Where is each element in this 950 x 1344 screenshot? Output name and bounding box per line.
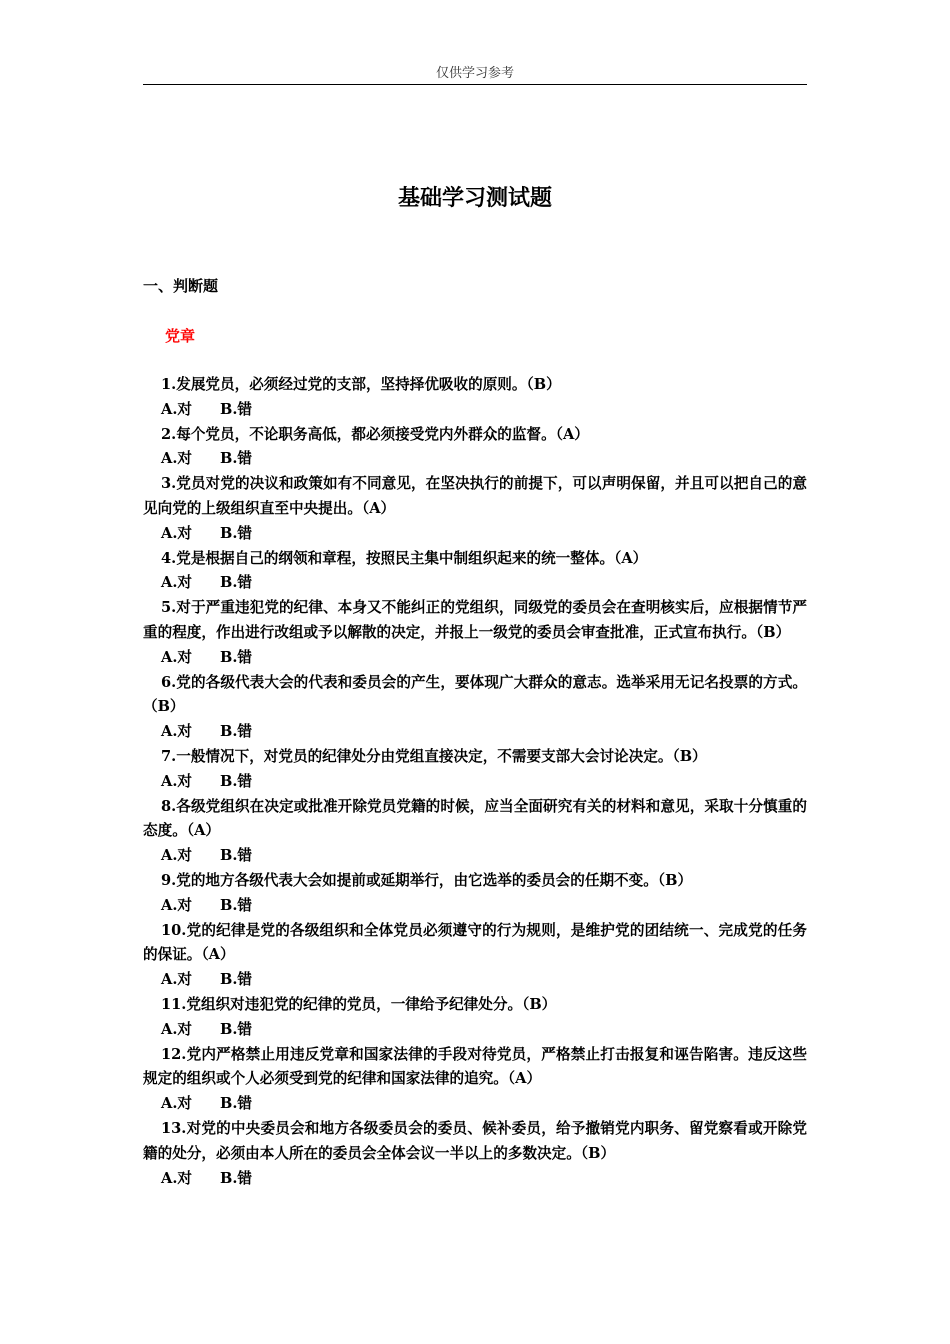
- option-b: B.错: [220, 524, 253, 542]
- option-b: B.错: [220, 971, 253, 989]
- answer-options: [143, 571, 807, 596]
- question-item: [143, 869, 807, 919]
- option-a: A.对: [161, 1095, 192, 1113]
- question-text: 4.党是根据自己的纲领和章程，按照民主集中制组织起来的统一整体。（A）: [161, 549, 648, 567]
- question-text: 13.对党的中央委员会和地方各级委员会的委员、候补委员，给予撤销党内职务、留党察看或开除党籍的处分，必须由本人所在的委员会全体会议一半以上的多数决定。（B）: [143, 1119, 807, 1162]
- subsection-heading: 党章: [165, 327, 196, 345]
- question-text: 9.党的地方各级代表大会如提前或延期举行，由它选举的委员会的任期不变。（B）: [161, 871, 693, 889]
- answer-options: [143, 1092, 807, 1117]
- question-text: 5.对于严重违犯党的纪律、本身又不能纠正的党组织，同级党的委员会在查明核实后，应根据情节严重的程度，作出进行改组或予以解散的决定，并报上一级党的委员会审查批准，正式宣布执行。（B）: [143, 599, 807, 641]
- question-item: [143, 472, 807, 546]
- answer-options: [143, 1018, 807, 1043]
- question-item: [143, 745, 807, 795]
- answer-options: [143, 894, 807, 919]
- option-b: B.错: [220, 450, 253, 468]
- header-text: 仅供学习参考: [435, 66, 514, 81]
- answer-options: [143, 968, 807, 993]
- option-a: A.对: [161, 723, 192, 741]
- section-heading: 一、判断题: [143, 277, 219, 295]
- option-a: A.对: [161, 1020, 192, 1038]
- answer-options: [143, 522, 807, 547]
- question-text: 12.党内严格禁止用违反党章和国家法律的手段对待党员，严格禁止打击报复和诬告陷害。违反这些规定的组织或个人必须受到党的纪律和国家法律的追究。（A）: [143, 1045, 807, 1088]
- option-b: B.错: [220, 1169, 253, 1187]
- question-item: [143, 671, 807, 745]
- option-a: A.对: [161, 896, 192, 914]
- question-item: [143, 993, 807, 1043]
- option-b: B.错: [220, 574, 253, 592]
- option-b: B.错: [220, 896, 253, 914]
- question-item: [143, 547, 807, 597]
- question-item: [143, 423, 807, 473]
- option-a: A.对: [161, 450, 192, 468]
- question-text: 3.党员对党的决议和政策如有不同意见，在坚决执行的前提下，可以声明保留，并且可以把自己的意见向党的上级组织直至中央提出。（A）: [143, 475, 807, 517]
- option-b: B.错: [220, 400, 253, 418]
- question-item: [143, 795, 807, 869]
- option-a: A.对: [161, 1169, 192, 1187]
- option-a: A.对: [161, 847, 192, 865]
- question-item: [143, 596, 807, 670]
- question-item: [143, 1117, 807, 1191]
- page-header: [143, 64, 807, 85]
- question-text: 1.发展党员，必须经过党的支部，坚持择优吸收的原则。（B）: [161, 376, 561, 393]
- answer-options: [143, 398, 807, 423]
- question-text: 6.党的各级代表大会的代表和委员会的产生，要体现广大群众的意志。选举采用无记名投票的方式。（B）: [143, 673, 807, 716]
- answer-options: [143, 1167, 807, 1192]
- answer-options: [143, 770, 807, 795]
- option-b: B.错: [220, 648, 253, 666]
- question-text: 8.各级党组织在决定或批准开除党员党籍的时候，应当全面研究有关的材料和意见，采取十分慎重的态度。（A）: [143, 797, 807, 840]
- question-item: [143, 1043, 807, 1117]
- option-a: A.对: [161, 648, 192, 666]
- question-item: [143, 373, 807, 423]
- question-text: 2.每个党员，不论职务高低，都必须接受党内外群众的监督。（A）: [161, 425, 589, 443]
- option-b: B.错: [220, 1020, 253, 1038]
- option-a: A.对: [161, 971, 192, 989]
- option-b: B.错: [220, 847, 253, 865]
- question-item: [143, 919, 807, 993]
- answer-options: [143, 844, 807, 869]
- document-title: 基础学习测试题: [397, 186, 552, 211]
- option-b: B.错: [220, 1095, 253, 1113]
- option-a: A.对: [161, 524, 192, 542]
- option-a: A.对: [161, 574, 192, 592]
- question-text: 11.党组织对违犯党的纪律的党员，一律给予纪律处分。（B）: [161, 995, 557, 1013]
- option-a: A.对: [161, 400, 192, 418]
- option-b: B.错: [220, 723, 253, 741]
- option-b: B.错: [220, 772, 253, 790]
- question-list: [143, 373, 807, 1191]
- answer-options: [143, 720, 807, 745]
- answer-options: [143, 646, 807, 671]
- question-text: 7.一般情况下，对党员的纪律处分由党组直接决定，不需要支部大会讨论决定。（B）: [161, 747, 707, 765]
- option-a: A.对: [161, 772, 192, 790]
- question-text: 10.党的纪律是党的各级组织和全体党员必须遵守的行为规则，是维护党的团结统一、完成党的任务的保证。（A）: [143, 921, 807, 964]
- answer-options: [143, 447, 807, 472]
